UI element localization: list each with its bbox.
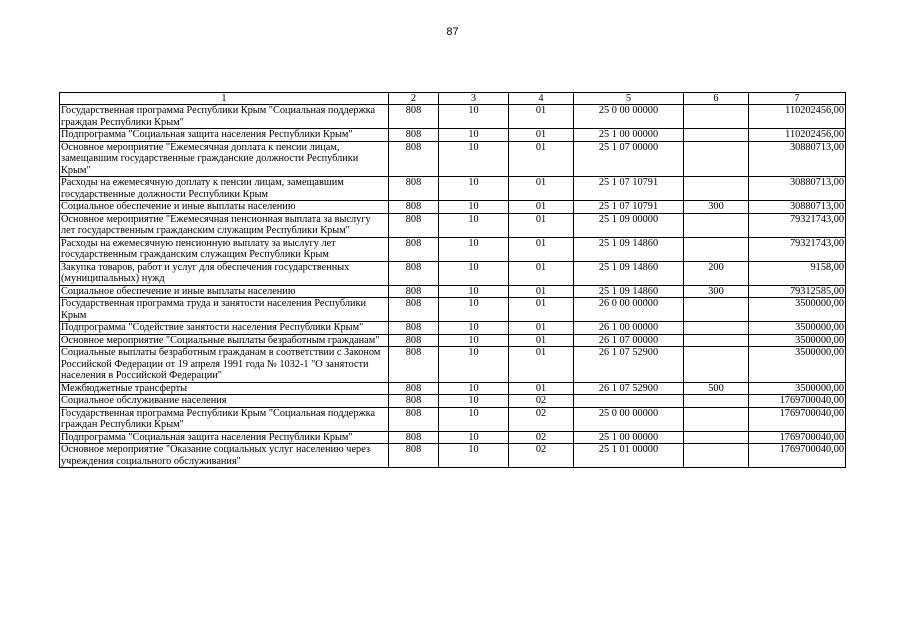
- cell-subsection: 01: [509, 322, 574, 335]
- cell-ministry-code: 808: [389, 105, 439, 129]
- cell-target-article: 25 0 00 00000: [574, 105, 684, 129]
- cell-expense-type: [684, 177, 749, 201]
- cell-section: 10: [439, 213, 509, 237]
- cell-ministry-code: 808: [389, 322, 439, 335]
- table-row: [60, 444, 846, 468]
- cell-expense-type: 200: [684, 261, 749, 285]
- cell-target-article: 26 1 07 52900: [574, 347, 684, 383]
- cell-subsection: 01: [509, 285, 574, 298]
- cell-section: 10: [439, 395, 509, 408]
- cell-section: 10: [439, 382, 509, 395]
- cell-ministry-code: 808: [389, 395, 439, 408]
- cell-section: 10: [439, 285, 509, 298]
- cell-expense-type: [684, 105, 749, 129]
- cell-subsection: 02: [509, 444, 574, 468]
- cell-amount: 30880713,00: [749, 201, 846, 214]
- cell-ministry-code: 808: [389, 347, 439, 383]
- table-row: [60, 347, 846, 383]
- cell-expense-type: [684, 334, 749, 347]
- cell-amount: 79312585,00: [749, 285, 846, 298]
- cell-subsection: 01: [509, 213, 574, 237]
- cell-subsection: 02: [509, 407, 574, 431]
- cell-expense-type: 300: [684, 285, 749, 298]
- cell-name: Подпрограмма "Социальная защита населения Республики Крым": [60, 431, 389, 444]
- table-row: [60, 298, 846, 322]
- cell-target-article: 26 1 00 00000: [574, 322, 684, 335]
- cell-amount: 30880713,00: [749, 141, 846, 177]
- table-row: [60, 285, 846, 298]
- cell-subsection: 01: [509, 177, 574, 201]
- cell-section: 10: [439, 298, 509, 322]
- header-col-6: 6: [684, 93, 749, 105]
- cell-name: Государственная программа Республики Крым "Социальная поддержка граждан Республики Крым": [60, 105, 389, 129]
- cell-expense-type: [684, 322, 749, 335]
- cell-subsection: 01: [509, 382, 574, 395]
- cell-target-article: 25 1 00 00000: [574, 129, 684, 142]
- cell-section: 10: [439, 431, 509, 444]
- table-row: [60, 237, 846, 261]
- table-row: [60, 431, 846, 444]
- cell-amount: 79321743,00: [749, 213, 846, 237]
- cell-subsection: 01: [509, 298, 574, 322]
- cell-ministry-code: 808: [389, 334, 439, 347]
- cell-ministry-code: 808: [389, 129, 439, 142]
- cell-expense-type: [684, 407, 749, 431]
- cell-amount: 1769700040,00: [749, 407, 846, 431]
- cell-subsection: 01: [509, 334, 574, 347]
- cell-name: Подпрограмма "Социальная защита населения Республики Крым": [60, 129, 389, 142]
- cell-target-article: 25 1 09 14860: [574, 237, 684, 261]
- cell-target-article: 25 1 09 14860: [574, 285, 684, 298]
- cell-ministry-code: 808: [389, 444, 439, 468]
- cell-target-article: [574, 395, 684, 408]
- cell-target-article: 25 1 09 00000: [574, 213, 684, 237]
- cell-section: 10: [439, 444, 509, 468]
- table-row: [60, 105, 846, 129]
- cell-target-article: 25 1 01 00000: [574, 444, 684, 468]
- cell-expense-type: [684, 298, 749, 322]
- cell-name: Расходы на ежемесячную доплату к пенсии лицам, замещавшим государственные должности Республики Крым: [60, 177, 389, 201]
- cell-expense-type: [684, 444, 749, 468]
- header-col-1: 1: [60, 93, 389, 105]
- cell-subsection: 01: [509, 237, 574, 261]
- cell-name: Основное мероприятие "Ежемесячная доплата к пенсии лицам, замещавшим государственные гражданские должности Республики Крым": [60, 141, 389, 177]
- cell-target-article: 25 1 07 10791: [574, 177, 684, 201]
- cell-subsection: 01: [509, 129, 574, 142]
- cell-ministry-code: 808: [389, 431, 439, 444]
- cell-section: 10: [439, 141, 509, 177]
- cell-amount: 79321743,00: [749, 237, 846, 261]
- cell-expense-type: [684, 237, 749, 261]
- table-row: [60, 177, 846, 201]
- cell-subsection: 02: [509, 395, 574, 408]
- table-row: [60, 322, 846, 335]
- cell-target-article: 25 1 00 00000: [574, 431, 684, 444]
- cell-amount: 3500000,00: [749, 347, 846, 383]
- cell-name: Социальные выплаты безработным гражданам в соответствии с Законом Российской Федерации от 19 апреля 1991 года № 1032-1 "О занятости населения в Российской Федерации": [60, 347, 389, 383]
- cell-section: 10: [439, 105, 509, 129]
- cell-ministry-code: 808: [389, 213, 439, 237]
- cell-section: 10: [439, 261, 509, 285]
- cell-subsection: 01: [509, 105, 574, 129]
- cell-ministry-code: 808: [389, 177, 439, 201]
- table-body: [60, 105, 846, 468]
- cell-expense-type: [684, 395, 749, 408]
- header-col-3: 3: [439, 93, 509, 105]
- cell-expense-type: [684, 213, 749, 237]
- cell-section: 10: [439, 347, 509, 383]
- cell-expense-type: [684, 431, 749, 444]
- cell-amount: 110202456,00: [749, 105, 846, 129]
- table-row: [60, 201, 846, 214]
- cell-subsection: 01: [509, 141, 574, 177]
- table-row: [60, 129, 846, 142]
- header-col-4: 4: [509, 93, 574, 105]
- cell-ministry-code: 808: [389, 382, 439, 395]
- cell-ministry-code: 808: [389, 285, 439, 298]
- header-col-7: 7: [749, 93, 846, 105]
- cell-amount: 9158,00: [749, 261, 846, 285]
- cell-name: Закупка товаров, работ и услуг для обеспечения государственных (муниципальных) нужд: [60, 261, 389, 285]
- table-header-row: [60, 93, 846, 105]
- cell-name: Основное мероприятие "Оказание социальных услуг населению через учреждения социального обслуживания": [60, 444, 389, 468]
- table-row: [60, 213, 846, 237]
- cell-amount: 30880713,00: [749, 177, 846, 201]
- cell-amount: 3500000,00: [749, 298, 846, 322]
- table-row: [60, 334, 846, 347]
- cell-section: 10: [439, 177, 509, 201]
- cell-amount: 3500000,00: [749, 382, 846, 395]
- cell-target-article: 26 1 07 52900: [574, 382, 684, 395]
- cell-name: Подпрограмма "Содействие занятости населения Республики Крым": [60, 322, 389, 335]
- cell-subsection: 02: [509, 431, 574, 444]
- cell-expense-type: [684, 141, 749, 177]
- budget-table: [59, 92, 846, 468]
- cell-name: Социальное обеспечение и иные выплаты населению: [60, 285, 389, 298]
- cell-target-article: 26 0 00 00000: [574, 298, 684, 322]
- cell-name: Основное мероприятие "Ежемесячная пенсионная выплата за выслугу лет государственным гражданским служащим Республики Крым": [60, 213, 389, 237]
- table-row: [60, 382, 846, 395]
- cell-section: 10: [439, 201, 509, 214]
- cell-section: 10: [439, 129, 509, 142]
- cell-target-article: 25 1 09 14860: [574, 261, 684, 285]
- cell-expense-type: [684, 347, 749, 383]
- cell-ministry-code: 808: [389, 261, 439, 285]
- cell-subsection: 01: [509, 347, 574, 383]
- cell-ministry-code: 808: [389, 298, 439, 322]
- cell-target-article: 25 1 07 10791: [574, 201, 684, 214]
- cell-ministry-code: 808: [389, 141, 439, 177]
- cell-ministry-code: 808: [389, 407, 439, 431]
- header-col-2: 2: [389, 93, 439, 105]
- cell-target-article: 25 1 07 00000: [574, 141, 684, 177]
- page-number: 87: [446, 26, 459, 38]
- cell-section: 10: [439, 322, 509, 335]
- table-row: [60, 261, 846, 285]
- cell-target-article: 26 1 07 00000: [574, 334, 684, 347]
- cell-amount: 3500000,00: [749, 334, 846, 347]
- header-col-5: 5: [574, 93, 684, 105]
- cell-name: Основное мероприятие "Социальные выплаты безработным гражданам": [60, 334, 389, 347]
- cell-amount: 110202456,00: [749, 129, 846, 142]
- cell-name: Государственная программа Республики Крым "Социальная поддержка граждан Республики Крым": [60, 407, 389, 431]
- cell-section: 10: [439, 407, 509, 431]
- cell-expense-type: 300: [684, 201, 749, 214]
- cell-name: Государственная программа труда и занятости населения Республики Крым: [60, 298, 389, 322]
- cell-amount: 1769700040,00: [749, 395, 846, 408]
- cell-section: 10: [439, 237, 509, 261]
- cell-amount: 1769700040,00: [749, 431, 846, 444]
- table-row: [60, 407, 846, 431]
- table-row: [60, 141, 846, 177]
- cell-subsection: 01: [509, 261, 574, 285]
- cell-name: Социальное обеспечение и иные выплаты населению: [60, 201, 389, 214]
- cell-name: Социальное обслуживание населения: [60, 395, 389, 408]
- cell-amount: 3500000,00: [749, 322, 846, 335]
- cell-expense-type: 500: [684, 382, 749, 395]
- cell-ministry-code: 808: [389, 237, 439, 261]
- cell-target-article: 25 0 00 00000: [574, 407, 684, 431]
- cell-expense-type: [684, 129, 749, 142]
- cell-subsection: 01: [509, 201, 574, 214]
- cell-section: 10: [439, 334, 509, 347]
- cell-name: Расходы на ежемесячную пенсионную выплату за выслугу лет государственным гражданским служащим Республики Крым: [60, 237, 389, 261]
- table-row: [60, 395, 846, 408]
- cell-ministry-code: 808: [389, 201, 439, 214]
- cell-name: Межбюджетные трансферты: [60, 382, 389, 395]
- cell-amount: 1769700040,00: [749, 444, 846, 468]
